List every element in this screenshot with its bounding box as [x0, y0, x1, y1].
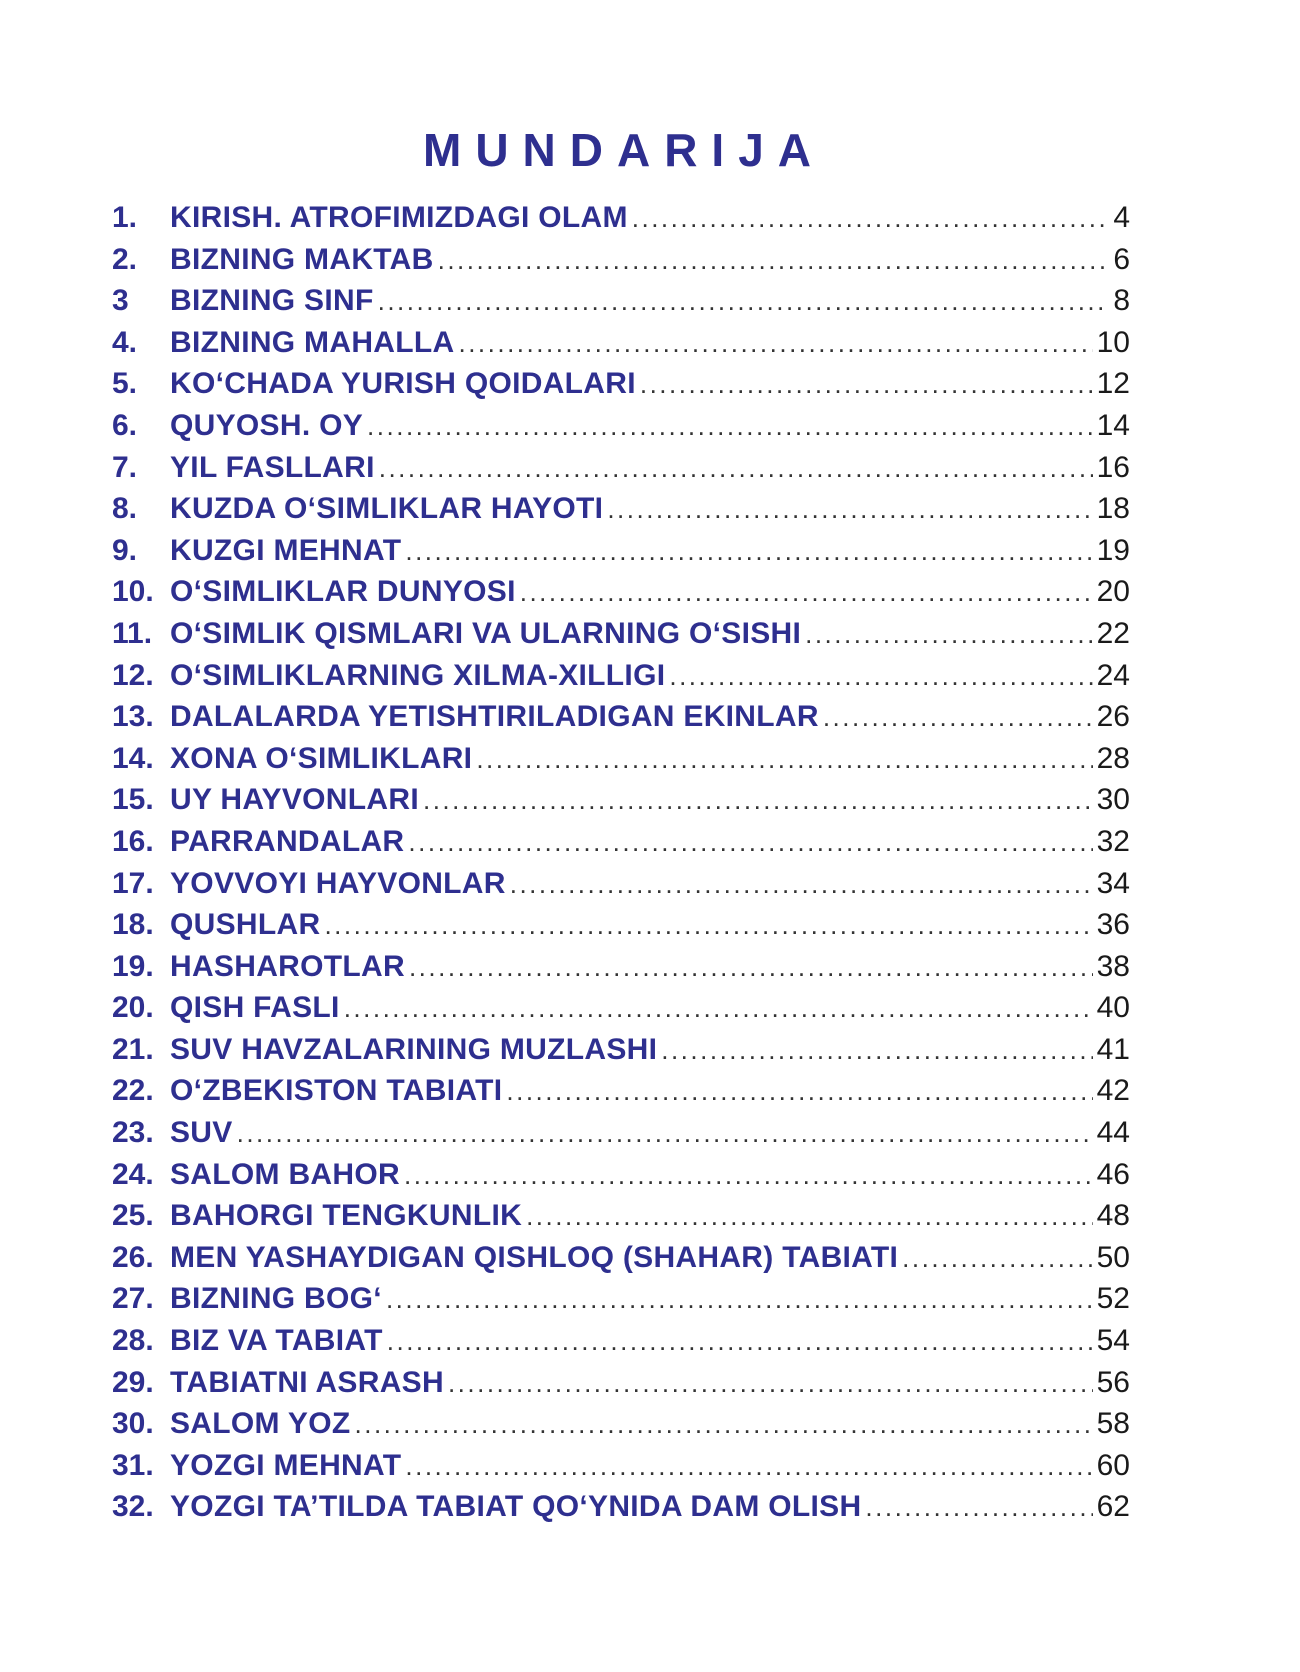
toc-entry-page-number: 28: [1096, 741, 1130, 775]
toc-entry: [112, 655, 1130, 697]
toc-entry-number: 5.: [112, 367, 138, 401]
dot-leader: [640, 364, 1093, 406]
toc-entry: [112, 280, 1130, 322]
toc-entry-title: UY HAYVONLARI: [170, 783, 419, 817]
toc-entry-number: 23.: [112, 1116, 154, 1150]
toc-entry-title: KUZDA O‘SIMLIKLAR HAYOTI: [170, 492, 604, 526]
toc-entry-page-number: 54: [1096, 1324, 1130, 1358]
toc-entry-title: HASHAROTLAR: [170, 949, 405, 983]
dot-leader: [379, 448, 1093, 490]
toc-entry-page-number: 36: [1096, 908, 1130, 942]
toc-entry-number: 26.: [112, 1240, 154, 1274]
toc-entry: [112, 1445, 1130, 1487]
dot-leader: [367, 406, 1093, 448]
toc-entry-title: PARRANDALAR: [170, 824, 405, 858]
toc-entry-number: 13.: [112, 700, 154, 734]
toc-entry-page-number: 38: [1096, 949, 1130, 983]
toc-entry-number: 7.: [112, 450, 138, 484]
dot-leader: [510, 864, 1093, 906]
dot-leader: [405, 1446, 1092, 1488]
toc-entry-number: 19.: [112, 949, 154, 983]
toc-entry-title: SUV: [170, 1116, 233, 1150]
dot-leader: [237, 1113, 1093, 1155]
toc-entry-number: 21.: [112, 1032, 154, 1066]
toc-entry-page-number: 6: [1113, 242, 1130, 276]
dot-leader: [607, 489, 1092, 531]
toc-entry-title: O‘ZBEKISTON TABIATI: [170, 1074, 503, 1108]
toc-entry-page-number: 26: [1096, 700, 1130, 734]
page-title: MUNDARIJA: [423, 124, 825, 176]
dot-leader: [324, 905, 1092, 947]
toc-entry-number: 27.: [112, 1282, 154, 1316]
toc-entry: [112, 1195, 1130, 1237]
toc-entry-number: 18.: [112, 908, 154, 942]
toc-entry-page-number: 20: [1096, 575, 1130, 609]
toc-entry: [112, 1362, 1130, 1404]
dot-leader: [458, 323, 1092, 365]
toc-entry: [112, 1403, 1130, 1445]
toc-entry-number: 15.: [112, 783, 154, 817]
toc-entry-page-number: 60: [1096, 1448, 1130, 1482]
toc-entry-page-number: 16: [1096, 450, 1130, 484]
toc-entry: [112, 322, 1130, 364]
toc-entry-number: 4.: [112, 325, 138, 359]
toc-entry-title: BIZNING BOG‘: [170, 1282, 382, 1316]
dot-leader: [409, 947, 1093, 989]
toc-entry-page-number: 18: [1096, 492, 1130, 526]
toc-entry-title: SALOM YOZ: [170, 1407, 351, 1441]
toc-entry-number: 10.: [112, 575, 154, 609]
toc-entry-number: 9.: [112, 533, 138, 567]
toc-entry-title: YOZGI MEHNAT: [170, 1448, 402, 1482]
toc-entry-page-number: 34: [1096, 866, 1130, 900]
toc-entry-number: 28.: [112, 1324, 154, 1358]
toc-entry: [112, 405, 1130, 447]
toc-entry-page-number: 52: [1096, 1282, 1130, 1316]
toc-entry: [112, 530, 1130, 572]
toc-entry-page-number: 48: [1096, 1199, 1130, 1233]
toc-entry-page-number: 8: [1113, 284, 1130, 318]
dot-leader: [378, 281, 1110, 323]
toc-entry-page-number: 12: [1096, 367, 1130, 401]
toc-entry-page-number: 32: [1096, 824, 1130, 858]
dot-leader: [632, 198, 1110, 240]
toc-entry-number: 1.: [112, 201, 138, 234]
toc-entry: [112, 821, 1130, 863]
toc-entry-page-number: 30: [1096, 783, 1130, 817]
toc-entry-number: 30.: [112, 1407, 154, 1441]
dot-leader: [405, 531, 1092, 573]
dot-leader: [506, 1071, 1092, 1113]
toc-entry-page-number: 24: [1096, 658, 1130, 692]
toc-entry-title: DALALARDA YETISHTIRILADIGAN EKINLAR: [170, 700, 819, 734]
toc-entry-page-number: 58: [1096, 1407, 1130, 1441]
dot-leader: [386, 1279, 1093, 1321]
toc-entry-title: KO‘CHADA YURISH QOIDALARI: [170, 367, 636, 401]
toc-entry-number: 25.: [112, 1199, 154, 1233]
dot-leader: [526, 1196, 1093, 1238]
toc-entry-number: 8.: [112, 492, 138, 526]
toc-entry: [112, 1154, 1130, 1196]
toc-entry: [112, 738, 1130, 780]
dot-leader: [902, 1238, 1092, 1280]
dot-leader: [823, 697, 1093, 739]
dot-leader: [476, 739, 1092, 781]
toc-entry-title: KIRISH. ATROFIMIZDAGI OLAM: [170, 201, 628, 234]
toc-entry-page-number: 46: [1096, 1157, 1130, 1191]
toc-entry-title: QUYOSH. OY: [170, 408, 364, 442]
toc-entry-page-number: 44: [1096, 1116, 1130, 1150]
toc-entry-title: BIZ VA TABIAT: [170, 1324, 383, 1358]
toc-entry-number: 16.: [112, 824, 154, 858]
toc-entry: [112, 613, 1130, 655]
toc-entry-page-number: 56: [1096, 1365, 1130, 1399]
toc-entry-number: 6.: [112, 408, 138, 442]
toc-entry-page-number: 40: [1096, 991, 1130, 1025]
toc-entry-title: MEN YASHAYDIGAN QISHLOQ (SHAHAR) TABIATI: [170, 1240, 899, 1274]
toc-entry-title: O‘SIMLIKLARNING XILMA-XILLIGI: [170, 658, 666, 692]
toc-entry-title: KUZGI MEHNAT: [170, 533, 402, 567]
toc-entry: [112, 904, 1130, 946]
toc-entry: [112, 1320, 1130, 1362]
toc-entry: [112, 779, 1130, 821]
toc-entry-number: 2.: [112, 242, 138, 276]
toc-entry-title: BIZNING SINF: [170, 284, 374, 318]
toc-entry-page-number: 50: [1096, 1240, 1130, 1274]
toc-entry-title: QUSHLAR: [170, 908, 321, 942]
toc-entry-title: O‘SIMLIK QISMLARI VA ULARNING O‘SISHI: [170, 616, 802, 650]
toc-entry: [112, 1237, 1130, 1279]
toc-entry-page-number: 10: [1096, 325, 1130, 359]
toc-entry-page-number: 42: [1096, 1074, 1130, 1108]
toc-entry-title: SALOM BAHOR: [170, 1157, 400, 1191]
toc-entry: [112, 1070, 1130, 1112]
toc-entry: [112, 696, 1130, 738]
toc-entry-number: 22.: [112, 1074, 154, 1108]
toc-entry-number: 14.: [112, 741, 154, 775]
toc-entry: [112, 197, 1130, 239]
dot-leader: [387, 1321, 1093, 1363]
toc-entry: [112, 571, 1130, 613]
toc-entry-number: 17.: [112, 866, 154, 900]
toc-entry-number: 29.: [112, 1365, 154, 1399]
dot-leader: [438, 240, 1110, 282]
toc-entry-number: 24.: [112, 1157, 154, 1191]
table-of-contents: [112, 197, 1130, 1528]
toc-entry: [112, 946, 1130, 988]
toc-entry-page-number: 22: [1096, 616, 1130, 650]
toc-entry: [112, 239, 1130, 281]
dot-leader: [448, 1363, 1093, 1405]
toc-entry-title: QISH FASLI: [170, 991, 340, 1025]
toc-entry-page-number: 4: [1113, 201, 1130, 234]
toc-entry-number: 31.: [112, 1448, 154, 1482]
dot-leader: [423, 780, 1093, 822]
toc-entry: [112, 863, 1130, 905]
toc-entry-title: SUV HAVZALARINING MUZLASHI: [170, 1032, 658, 1066]
dot-leader: [661, 1030, 1092, 1072]
toc-entry-title: O‘SIMLIKLAR DUNYOSI: [170, 575, 516, 609]
toc-entry-number: 32.: [112, 1490, 154, 1524]
toc-entry-title: YOZGI TA’TILDA TABIAT QO‘YNIDA DAM OLISH: [170, 1490, 862, 1524]
toc-entry: [112, 447, 1130, 489]
toc-entry: [112, 987, 1130, 1029]
toc-entry-title: YOVVOYI HAYVONLAR: [170, 866, 506, 900]
toc-entry-title: XONA O‘SIMLIKLARI: [170, 741, 473, 775]
toc-entry-title: BAHORGI TENGKUNLIK: [170, 1199, 523, 1233]
toc-entry: [112, 488, 1130, 530]
toc-entry-title: BIZNING MAKTAB: [170, 242, 434, 276]
dot-leader: [355, 1404, 1093, 1446]
toc-entry: [112, 1112, 1130, 1154]
toc-entry-number: 20.: [112, 991, 154, 1025]
toc-entry-page-number: 14: [1096, 408, 1130, 442]
dot-leader: [669, 656, 1092, 698]
toc-entry: [112, 363, 1130, 405]
dot-leader: [408, 822, 1092, 864]
toc-entry: [112, 1486, 1130, 1528]
toc-entry: [112, 1029, 1130, 1071]
toc-entry-number: 3: [112, 284, 129, 318]
toc-entry-number: 11.: [112, 616, 153, 650]
dot-leader: [805, 614, 1093, 656]
dot-leader: [520, 572, 1093, 614]
toc-entry: [112, 1278, 1130, 1320]
dot-leader: [404, 1155, 1093, 1197]
toc-entry-title: BIZNING MAHALLA: [170, 325, 455, 359]
dot-leader: [344, 988, 1093, 1030]
toc-entry-title: YIL FASLLARI: [170, 450, 375, 484]
toc-entry-title: TABIATNI ASRASH: [170, 1365, 444, 1399]
toc-entry-page-number: 19: [1096, 533, 1130, 567]
toc-entry-number: 12.: [112, 658, 154, 692]
toc-entry-page-number: 41: [1096, 1032, 1130, 1066]
dot-leader: [865, 1487, 1092, 1529]
toc-entry-page-number: 62: [1096, 1490, 1130, 1524]
